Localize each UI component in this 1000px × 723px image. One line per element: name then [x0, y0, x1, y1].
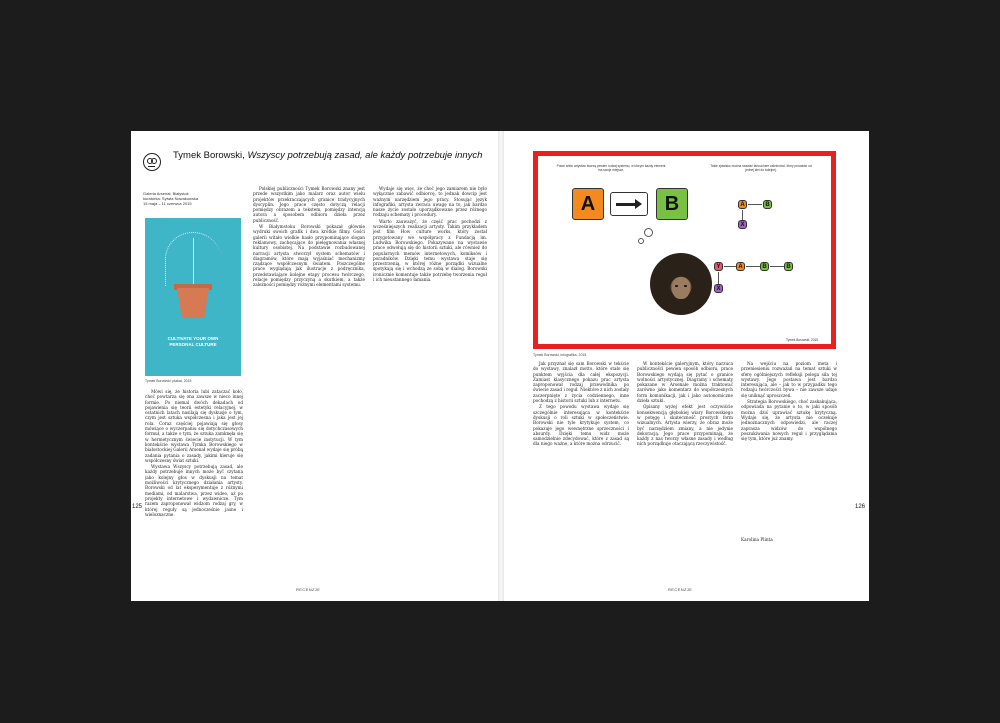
venue: Galeria Arsenał, Białystok — [143, 191, 189, 196]
right-column-3: Na wejściu na poziom meta i przeniesieniu rozważań na temat sztuki w sferę ogólniejszych refleksji polega siła tej wystawy. Jego postawa jest bardzo interesująca, ale – jak to w przypadku tego rodzaju twórczości bywa – nie zawsze udaje się uniknąć uproszczeń. Strategia Borowskiego, choć zaskakująca, odpowiada na pytanie o to, w jaki sposób można dziś uprawiać sztukę krytyczną. Wydaje się, że artysta nie oczekuje jednoznacznych odpowiedzi, ale raczej zaprasza widzów do wspólnego poszukiwania nowych reguł i przyglądania się tym, które już znamy. — [741, 361, 837, 442]
author-signature: Karolina Plinta — [741, 537, 773, 542]
diagram-box-b-right: B — [784, 262, 793, 271]
right-column-1: Jak przyznał się sam Borowski w tekście do wystawy, znalazł motto, które stało się punktem wyjścia dla całej ekspozycji. Zamiast klasycznego pokazu prac artysta zaproponował rodzaj przewodnika po świecie zasad i reguł. Niektóre z nich zostały zaczerpnięte z życia codziennego, inne pochodzą z historii sztuki lub z internetu. Z tego powodu wystawa wydaje się szczególnie interesująca w kontekście dyskusji o roli sztuki w społeczeństwie. Borowski nie tyle krytykuje system, co pokazuje jego wewnętrzne sprzeczności i absurdy. Dzięki temu widz może samodzielnie zdecydować, które z zasad są dla niego ważne, a które można odrzucić. — [533, 361, 629, 447]
dates: 15 maja – 11 czerwca 2015 — [143, 201, 192, 207]
smiley-logo-icon — [143, 153, 161, 171]
left-column-2: Polskiej publiczności Tymek Borowski znany jest przede wszystkim jako malarz oraz autor wielu projektów przekraczających granice tradycyjnych dyscyplin. Jego prace często dotyczą relacji pomiędzy obrazem a tekstem, pomiędzy intencją autora a sposobem odbioru dzieła przez publiczność. W Białymstoku Borowski pokazał głównie wydruki swoich grafik i dwa krótkie filmy. Gości galerii witało wielkie hasło przypominające slogan reklamowy, zachęcające do pielęgnowania własnej kultury osobistej. Na podstawie rozbudowanej narracji artysta stworzył system schematów i diagramów, które mają wyjaśniać mechanizmy rządzące współczesnym światem. Poszczególne prace wyglądają jak ilustracje z podręcznika, przedstawiające kolejne etapy procesu twórczego, relacje pomiędzy przyczyną a skutkiem, a także zależności pomiędzy różnymi elementami systemu. — [253, 186, 365, 288]
section-label-left: RECENZJE — [296, 587, 321, 592]
exhibition-meta — [143, 191, 253, 207]
left-column-1: Mówi się, że historia lubi zataczać koło, choć powtarza się ona zawsze w nieco innej formie. Po niemal dwóch dekadach od pojawienia się teorii estetyki relacyjnej, w ostatnich latach nasilają się dyskusje o tym, czym jest sztuka współczesna i jaka jest jej rola. Coraz częściej pojawiają się głosy mówiące o wyczerpaniu się dotychczasowych formuł, a także o tym, że sztuka zamknęła się w hermetycznym świecie instytucji. W tym kontekście wystawa Tymka Borowskiego w białostockiej Galerii Arsenał wydaje się próbą zadania pytania o zasady, jakimi kieruje się współczesny świat sztuki. Wystawa Wszyscy potrzebują zasad, ale każdy potrzebuje innych może być czytana jako kolejny głos w dyskusji na temat możliwości krytycznego działania artysty. Borowski od lat eksperymentuje z różnymi mediami, od malarstwa, przez wideo, aż po projekty internetowe i wydawnicze. Tym razem zaproponował widzom rodzaj gry, w której reguły są jednocześnie jasne i wieloznaczne. — [145, 389, 243, 517]
arrow-right-icon — [635, 199, 642, 209]
poster-image — [145, 218, 241, 376]
figure-text-left: Prace wielu artystów tworzą pewien rodzaj systemu, w którym każdy element ma swoje miejsce. — [556, 164, 666, 172]
left-column-3: Wydaje się więc, że choć jego zamiarem nie było wyłącznie zabawić odbiorcę, to jednak dowcip jest ważnym narzędziem jego pracy. Stosując język infografiki, artysta zwraca uwagę na to, jak bardzo nasze życie zostało uporządkowane przez różnego rodzaju schematy i procedury. Warto zauważyć, że część prac pochodzi z wcześniejszych realizacji artysty. Takim przykładem jest film How culture works, który został przygotowany we współpracy z Fundacją im. Ludwika Borowskiego. Pokazywane na wystawie prace odwołują się do historii sztuki, ale również do popularnych memów internetowych, komiksów i poradników. Dzięki temu wystawa staje się przestrzenią, w której różne porządki wizualne spotykają się i wchodzą ze sobą w dialog. Borowski ironicznie komentuje także potrzebę tworzenia reguł i ich nieustannego łamania. — [373, 186, 487, 283]
figure-credit: Tymek Borowski, 2015 — [786, 338, 819, 342]
diagram-box-y: Y — [714, 262, 723, 271]
diagram-box-b-bottom: B — [760, 262, 769, 271]
figure-text-right: Takie zjawisko można nazwać łańcuchem zależności, który prowadzi od jednej idei do kolejnej. — [710, 164, 812, 172]
diagram-box-a-bottom: A — [736, 262, 745, 271]
diagram-box-a-top: A — [738, 200, 747, 209]
diagram-box-x-top: X — [738, 220, 747, 229]
article-title — [173, 150, 483, 162]
flower-pot — [177, 288, 209, 318]
figure-caption: Tymek Borowski, infografika, 2015 — [533, 353, 587, 357]
chimpanzee-photo — [650, 253, 712, 315]
arrow-box — [610, 192, 648, 216]
magazine-spread — [131, 131, 869, 601]
box-a: A — [572, 188, 604, 220]
poster-caption: Tymek Borowski, plakat, 2015 — [145, 379, 192, 383]
title-author: Tymek Borowski, — [173, 150, 248, 161]
diagram-box-x-bottom: X — [714, 284, 723, 293]
right-column-2: W kontekście galeryjnym, który narzuca publiczności pewien sposób odbioru, prace Borowskiego wydają się pytać o granice wolności artystycznej. Diagramy i schematy pokazane w Arsenale można traktować zarówno jako komentarz do współczesnych form komunikacji, jak i jako autonomiczne dzieła sztuki. Opisany wyżej efekt jest oczywiście konsekwencją głębokiej wiary Borowskiego w potęgę i skuteczność prostych form wizualnych. Artysta wierzy, że obraz może być narzędziem zmiany, a nie jedynie dekoracją. Jego prace przypominają, że każdy z nas tworzy własne zasady i według nich porządkuje otaczającą rzeczywistość. — [637, 361, 733, 447]
title-work: Wszyscy potrzebują zasad, ale każdy potrzebuje innych — [247, 150, 483, 161]
left-page — [131, 131, 500, 601]
poster-slogan: CULTIVATE YOUR OWN PERSONAL CULTURE — [167, 336, 219, 347]
box-b: B — [656, 188, 688, 220]
infographic-figure — [533, 151, 836, 349]
curator: kuratorka: Sylwia Nowakowska — [143, 196, 199, 202]
right-page — [500, 131, 869, 601]
page-number-left: 125 — [132, 504, 143, 510]
section-label-right: RECENZJE — [668, 587, 693, 592]
page-number-right: 126 — [855, 504, 866, 510]
diagram-box-b-top: B — [763, 200, 772, 209]
